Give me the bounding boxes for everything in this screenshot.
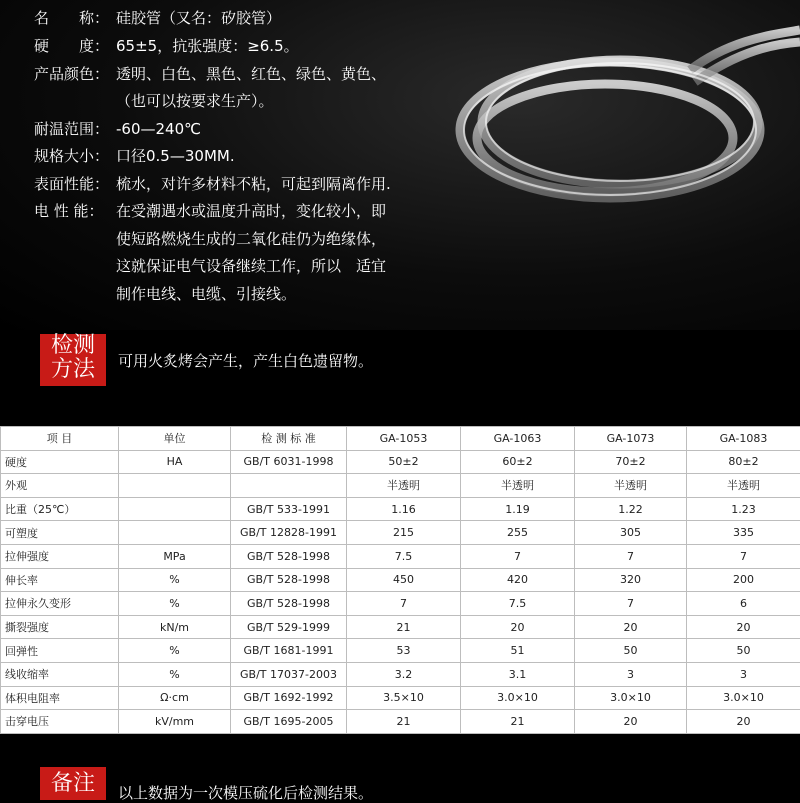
table-cell: 3.5×10 [347,686,461,710]
table-header-cell: 项 目 [1,427,119,451]
table-cell: 击穿电压 [1,710,119,734]
table-cell: 21 [461,710,575,734]
table-cell: GB/T 528-1998 [231,568,347,592]
table-cell: GB/T 1681-1991 [231,639,347,663]
spec-row [34,119,201,139]
table-header-cell: GA-1073 [575,427,687,451]
spec-value: 硅胶管（又名：矽胶管） [116,8,281,28]
table-cell: 20 [687,615,800,639]
table-cell: 3.0×10 [461,686,575,710]
table-cell: 半透明 [575,474,687,498]
table-cell: 7 [687,544,800,568]
table-cell: 7.5 [461,592,575,616]
table-cell: 450 [347,568,461,592]
spec-table [0,426,800,734]
table-cell: GB/T 533-1991 [231,497,347,521]
table-cell: 回弹性 [1,639,119,663]
table-cell: % [119,592,231,616]
table-cell: 1.16 [347,497,461,521]
spec-value: 65±5，抗张强度：≥6.5。 [116,36,299,56]
spec-label: 规格大小： [34,146,116,166]
table-cell: kN/m [119,615,231,639]
table-cell: 305 [575,521,687,545]
table-cell: 7.5 [347,544,461,568]
table-cell: 1.23 [687,497,800,521]
table-cell: 255 [461,521,575,545]
table-row [1,568,800,592]
test-method-badge [40,334,106,386]
table-cell: 53 [347,639,461,663]
table-cell [119,497,231,521]
table-cell: 7 [347,592,461,616]
table-cell: 51 [461,639,575,663]
table-row [1,450,800,474]
table-cell [231,474,347,498]
table-body [1,450,800,733]
table-cell: MPa [119,544,231,568]
spec-row [34,91,274,111]
table-header-cell: GA-1063 [461,427,575,451]
table-cell: 拉伸永久变形 [1,592,119,616]
spec-value: 在受潮遇水或温度升高时，变化较小，即 [116,201,386,221]
table-cell: 可塑度 [1,521,119,545]
table-cell: 拉伸强度 [1,544,119,568]
table-cell: 21 [347,615,461,639]
table-cell: 3.0×10 [575,686,687,710]
note-badge: 备注 [40,767,106,800]
table-cell: GB/T 1695-2005 [231,710,347,734]
spec-label: 电 性 能： [34,201,116,221]
table-cell: GB/T 528-1998 [231,544,347,568]
table-cell: 21 [347,710,461,734]
silicone-tube-image [440,10,800,240]
table-cell: 半透明 [461,474,575,498]
badge-line: 方法 [40,358,106,382]
table-cell: 320 [575,568,687,592]
table-cell: GB/T 528-1998 [231,592,347,616]
table-cell: 1.19 [461,497,575,521]
spec-value: （也可以按要求生产）。 [116,91,274,111]
table-cell: GB/T 529-1999 [231,615,347,639]
table-cell: 20 [687,710,800,734]
table-header-cell: GA-1053 [347,427,461,451]
spec-label: 硬 度： [34,36,116,56]
table-cell: 420 [461,568,575,592]
table-cell: 60±2 [461,450,575,474]
table-cell: 撕裂强度 [1,615,119,639]
table-row [1,521,800,545]
table-cell: 50 [575,639,687,663]
table-row [1,592,800,616]
table-cell: GB/T 17037-2003 [231,662,347,686]
divider [0,752,800,762]
table-cell: 7 [575,544,687,568]
spec-row [34,174,391,194]
table-cell: 3.0×10 [687,686,800,710]
table-cell: HA [119,450,231,474]
spec-row [34,284,296,304]
table-cell: 50±2 [347,450,461,474]
table-cell [119,474,231,498]
spec-row [34,36,299,56]
table-cell: 70±2 [575,450,687,474]
table-row [1,710,800,734]
table-row [1,497,800,521]
table-cell: 335 [687,521,800,545]
spec-value: 透明、白色、黑色、红色、绿色、黄色、 [116,64,386,84]
table-header-row [1,427,800,451]
table-cell: kV/mm [119,710,231,734]
table-cell: 半透明 [347,474,461,498]
table-cell: 半透明 [687,474,800,498]
table-cell: % [119,639,231,663]
table-cell: GB/T 6031-1998 [231,450,347,474]
table-cell: 比重（25℃） [1,497,119,521]
spec-row [34,256,386,276]
table-cell: Ω·cm [119,686,231,710]
table-cell: 200 [687,568,800,592]
table-cell: GB/T 1692-1992 [231,686,347,710]
spec-value: 使短路燃烧生成的二氧化硅仍为绝缘体， [116,229,386,249]
table-cell: 7 [575,592,687,616]
table-header-cell: 单位 [119,427,231,451]
spec-row [34,8,281,28]
table-cell: 20 [575,710,687,734]
table-cell: 1.22 [575,497,687,521]
test-method-text: 可用火炙烤会产生，产生白色遗留物。 [118,350,373,371]
table-row [1,662,800,686]
spec-value: 制作电线、电缆、引接线。 [116,284,296,304]
table-cell: 3 [687,662,800,686]
table-cell: 215 [347,521,461,545]
table-cell: 20 [575,615,687,639]
table-cell: 80±2 [687,450,800,474]
table-cell: % [119,662,231,686]
table-row [1,686,800,710]
table-header-cell: GA-1083 [687,427,800,451]
spec-value: 口径0.5—30MM. [116,146,235,166]
table-cell: 7 [461,544,575,568]
table-header-cell: 检 测 标 准 [231,427,347,451]
table-row [1,639,800,663]
table-cell: 体积电阻率 [1,686,119,710]
spec-row [34,201,386,221]
spec-value: 梳水，对许多材料不粘，可起到隔离作用. [116,174,391,194]
table-cell: 6 [687,592,800,616]
spec-label: 耐温范围： [34,119,116,139]
badge-line: 检测 [40,334,106,358]
note-text: 以上数据为一次模压硫化后检测结果。 [118,782,373,803]
table-cell: % [119,568,231,592]
spec-value: -60—240℃ [116,119,201,139]
spec-row [34,146,235,166]
spec-row [34,64,386,84]
table-cell [119,521,231,545]
table-cell: 3.2 [347,662,461,686]
table-cell: 硬度 [1,450,119,474]
table-cell: 50 [687,639,800,663]
table-row [1,615,800,639]
table-cell: 3 [575,662,687,686]
spec-label: 表面性能： [34,174,116,194]
spec-label: 名 称： [34,8,116,28]
spec-value: 这就保证电气设备继续工作，所以 适宜 [116,256,386,276]
table-cell: 伸长率 [1,568,119,592]
table-cell: GB/T 12828-1991 [231,521,347,545]
spec-label: 产品颜色： [34,64,116,84]
spec-row [34,229,386,249]
table-cell: 20 [461,615,575,639]
table-cell: 线收缩率 [1,662,119,686]
table-cell: 外观 [1,474,119,498]
table-row [1,544,800,568]
table-cell: 3.1 [461,662,575,686]
table-row [1,474,800,498]
